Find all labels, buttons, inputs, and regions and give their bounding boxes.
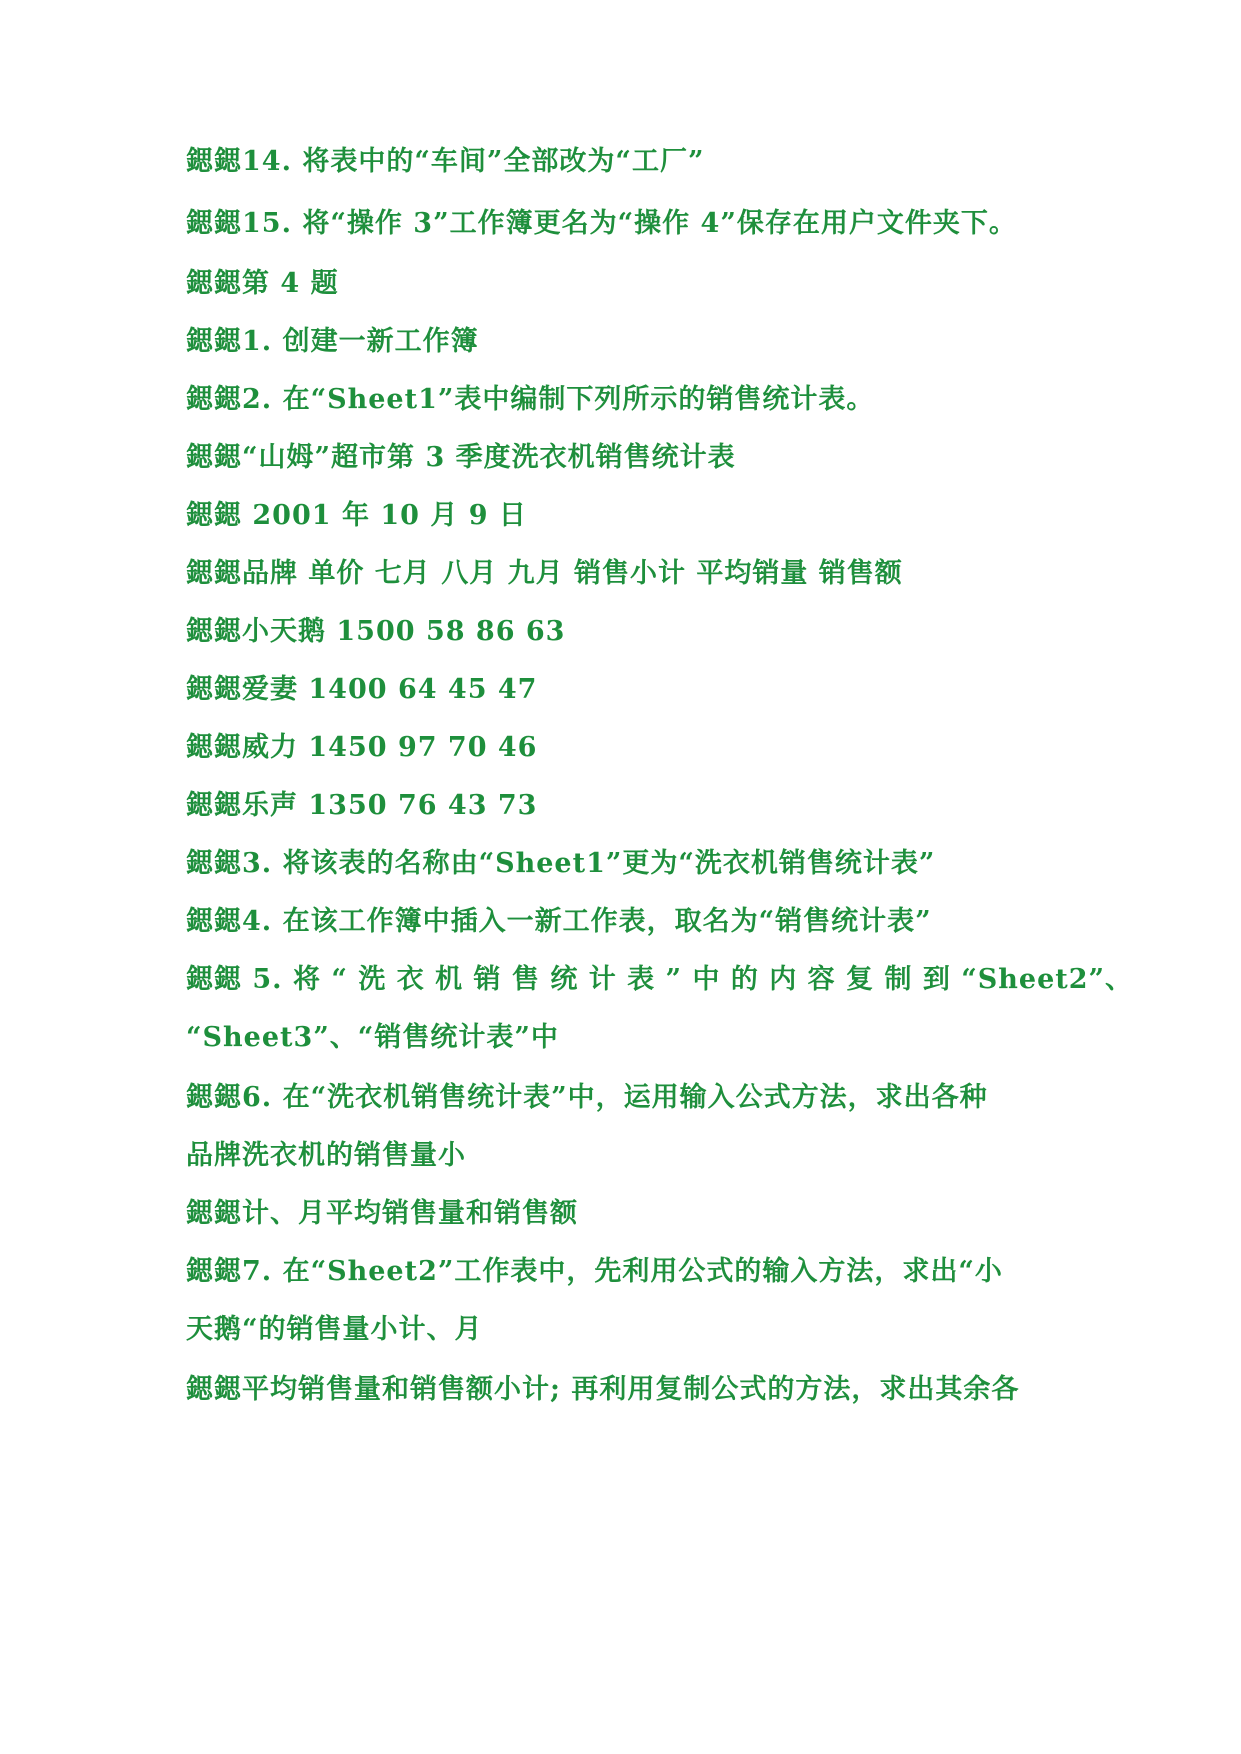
text-line: 天鹅“的销售量小计、月 — [186, 1314, 483, 1345]
text-line: 鍶鍶4. 在该工作簿中插入一新工作表，取名为“销售统计表” — [186, 906, 932, 937]
text-line: 鍶鍶 2001 年 10 月 9 日 — [186, 500, 527, 531]
text-line: 鍶鍶乐声 1350 76 43 73 — [186, 790, 538, 821]
text-line: 鍶鍶计、月平均销售量和销售额 — [186, 1198, 578, 1229]
text-line: 鍶鍶7. 在“Sheet2”工作表中，先利用公式的输入方法，求出“小 — [186, 1256, 1003, 1287]
text-line: “Sheet3”、“销售统计表”中 — [186, 1022, 559, 1053]
text-line: 鍶鍶1. 创建一新工作簿 — [186, 326, 479, 357]
text-line: 鍶鍶2. 在“Sheet1”表中编制下列所示的销售统计表。 — [186, 384, 875, 415]
text-line: 鍶鍶小天鹅 1500 58 86 63 — [186, 616, 566, 647]
text-line: 品牌洗衣机的销售量小 — [186, 1140, 466, 1171]
text-line: 鍶鍶3. 将该表的名称由“Sheet1”更为“洗衣机销售统计表” — [186, 848, 936, 879]
text-line: 鍶鍶“山姆”超市第 3 季度洗衣机销售统计表 — [186, 442, 736, 473]
text-line: 鍶鍶威力 1450 97 70 46 — [186, 732, 538, 763]
text-line: 鍶鍶15. 将“操作 3”工作簿更名为“操作 4”保存在用户文件夹下。 — [186, 208, 1017, 239]
text-line: 鍶鍶品牌 单价 七月 八月 九月 销售小计 平均销量 销售额 — [186, 558, 903, 589]
text-line: 鍶鍶第 4 题 — [186, 268, 339, 299]
text-line: 鍶鍶14. 将表中的“车间”全部改为“工厂” — [186, 146, 705, 177]
text-line: 鍶鍶 5. 将 “ 洗 衣 机 销 售 统 计 表 ” 中 的 内 容 复 制 到 “Sheet2”、 — [186, 964, 1134, 995]
text-line: 鍶鍶6. 在“洗衣机销售统计表”中，运用输入公式方法，求出各种 — [186, 1082, 988, 1113]
text-line: 鍶鍶爱妻 1400 64 45 47 — [186, 674, 538, 705]
text-line: 鍶鍶平均销售量和销售额小计; 再利用复制公式的方法，求出其余各 — [186, 1374, 1020, 1405]
